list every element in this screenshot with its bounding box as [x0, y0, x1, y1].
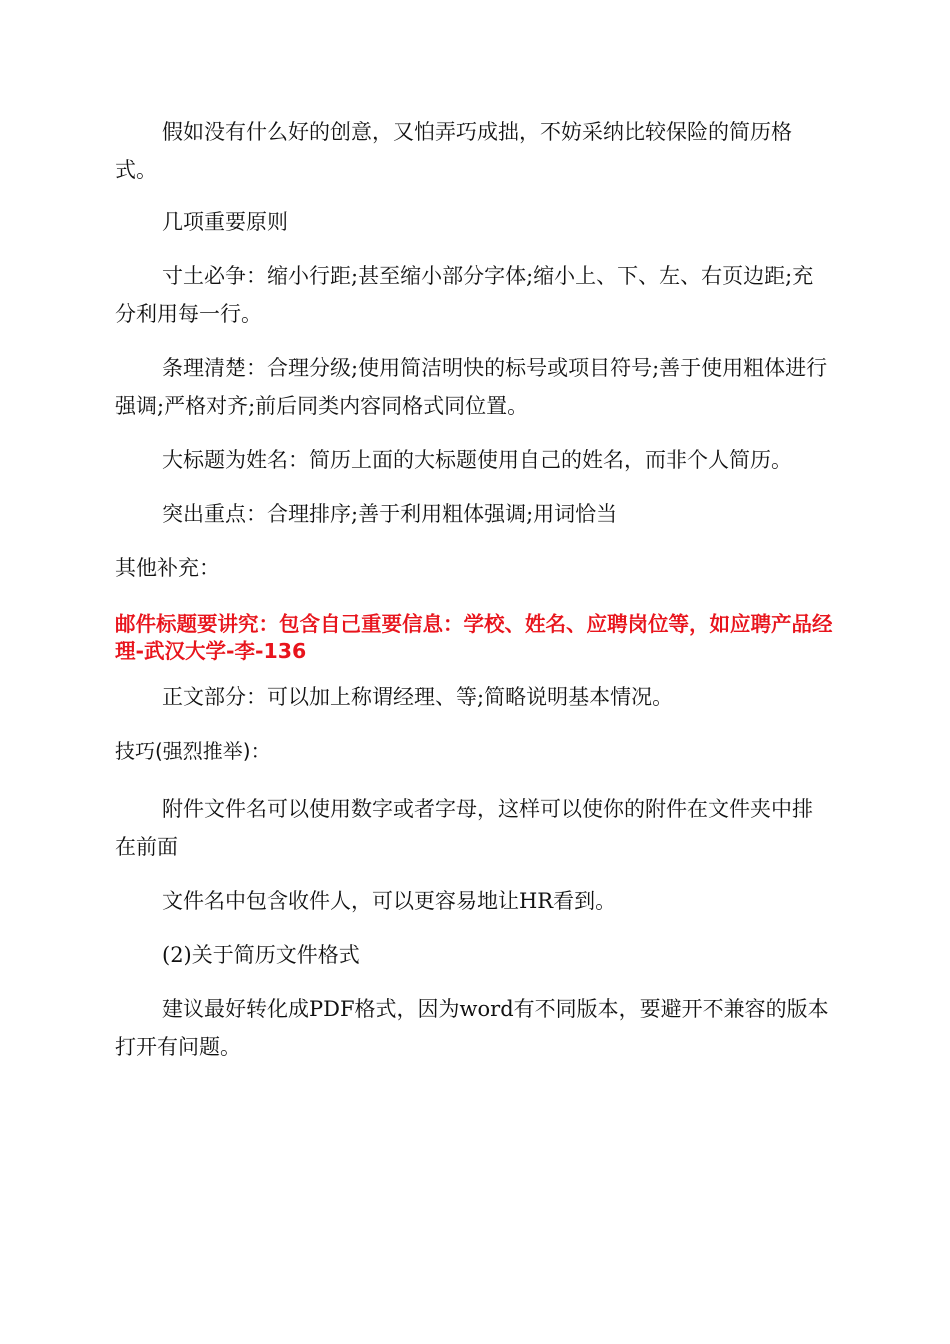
heading-resume-file-format: (2)关于简历文件格式 [162, 943, 360, 967]
heading-other-supplements: 其他补充： [115, 556, 220, 580]
paragraph-email-subject-red: 邮件标题要讲究：包含自己重要信息：学校、姓名、应聘岗位等，如应聘产品经理-武汉大学-李-136 [115, 612, 833, 663]
paragraph-save-space: 寸土必争：缩小行距;甚至缩小部分字体;缩小上、下、左、右页边距;充分利用每一行。 [115, 264, 814, 326]
paragraph-clear-structure: 条理清楚：合理分级;使用简洁明快的标号或项目符号;善于使用粗体进行强调;严格对齐;前后同类内容同格式同位置。 [115, 356, 828, 418]
paragraph-email-body: 正文部分：可以加上称谓经理、等;简略说明基本情况。 [162, 685, 674, 709]
paragraph-highlight-points: 突出重点：合理排序;善于利用粗体强调;用词恰当 [162, 502, 618, 526]
heading-tips: 技巧(强烈推举)： [115, 739, 271, 763]
paragraph-title-is-name: 大标题为姓名：简历上面的大标题使用自己的姓名，而非个人简历。 [162, 448, 792, 472]
heading-important-principles: 几项重要原则 [162, 210, 288, 234]
paragraph-resume-format-advice: 假如没有什么好的创意，又怕弄巧成拙，不妨采纳比较保险的简历格式。 [115, 120, 792, 182]
paragraph-pdf-recommendation: 建议最好转化成PDF格式，因为word有不同版本，要避开不兼容的版本打开有问题。 [115, 997, 829, 1059]
paragraph-filename-recipient: 文件名中包含收件人，可以更容易地让HR看到。 [162, 889, 617, 913]
paragraph-attachment-filename: 附件文件名可以使用数字或者字母，这样可以使你的附件在文件夹中排在前面 [115, 797, 813, 859]
